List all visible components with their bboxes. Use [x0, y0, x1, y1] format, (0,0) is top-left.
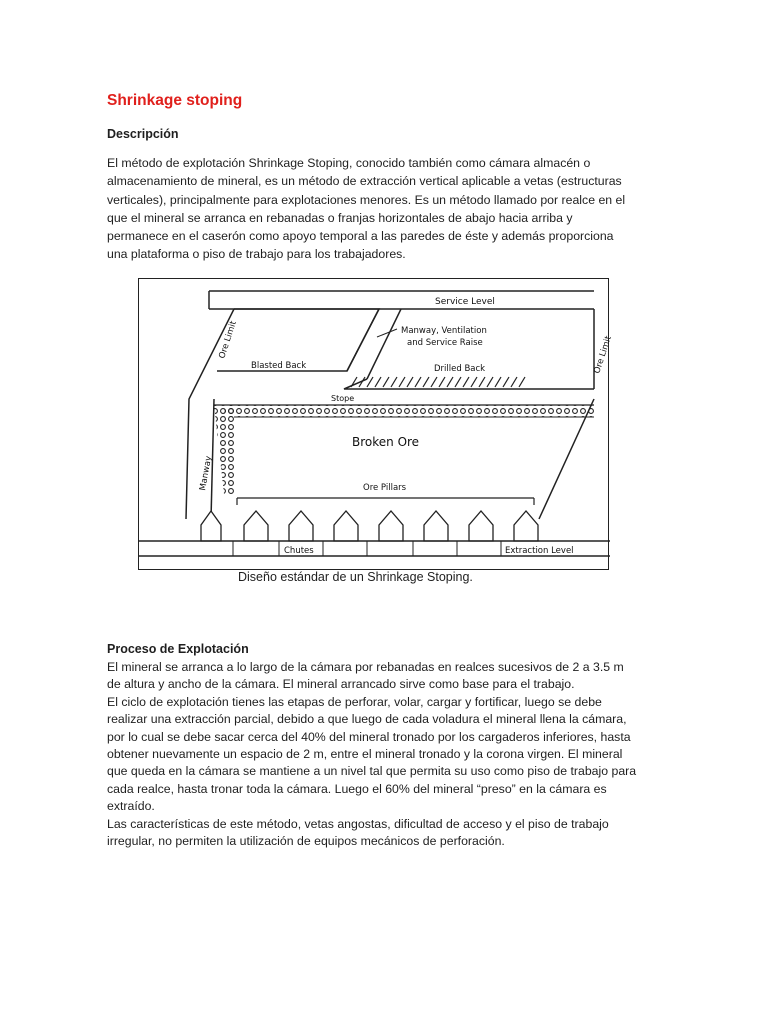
paragraph-line: El ciclo de explotación tienes las etapas de perforar, volar, cargar y fortificar, luego se debe: [107, 694, 602, 709]
drilled-back-label: Drilled Back: [434, 364, 486, 374]
service-raise-left: [347, 309, 379, 371]
chutes-label: Chutes: [284, 546, 314, 556]
paragraph-line: cada realce, hasta tronar toda la cámara. Luego el 60% del mineral “preso” en la cámara es: [107, 781, 607, 796]
paragraph-line: por lo cual se debe sacar cerca del 40% del mineral tronado por los cargaderos inferiores, hasta: [107, 729, 631, 744]
process-paragraph: [107, 659, 667, 850]
manway-label: Manway: [198, 455, 215, 492]
paragraph-line: irregular, no permiten la utilización de equipos mecánicos de perforación.: [107, 834, 505, 849]
paragraph-line: extraído.: [107, 799, 155, 814]
paragraph-line: de altura y ancho de la cámara. El mineral arrancado sirve como base para el trabajo.: [107, 677, 575, 692]
broken-ore-band: [214, 405, 594, 494]
ore-pillars: [201, 511, 538, 541]
section-heading-proceso: Proceso de Explotación: [107, 642, 249, 656]
paragraph-line: que el mineral se arranca en rebanadas o franjas horizontales de abajo hacia arriba y: [107, 210, 573, 225]
section-heading-descripcion: Descripción: [107, 127, 179, 141]
page-title: Shrinkage stoping: [107, 92, 243, 109]
ore-limit-right-label: Ore Limit: [592, 334, 614, 375]
diagram-svg: [139, 279, 614, 571]
broken-ore-label: Broken Ore: [352, 435, 420, 449]
paragraph-line: permanece en el caserón como apoyo temporal a las paredes de éste y además proporciona: [107, 229, 614, 244]
shrinkage-stoping-diagram: [138, 278, 614, 570]
paragraph-line: El mineral se arranca a lo largo de la cámara por rebanadas en realces sucesivos de 2 a 3.5 m: [107, 660, 624, 674]
stope-label: Stope: [331, 394, 355, 403]
paragraph-line: verticales), principalmente para explotaciones menores. Es un método llamado por realce en el: [107, 192, 626, 207]
service-level-label: Service Level: [435, 297, 495, 307]
manway-raise-label-1: Manway, Ventilation: [401, 326, 487, 336]
manway-raise-label-2: and Service Raise: [407, 338, 483, 348]
paragraph-line: almacenamiento de mineral, es un método de extracción vertical aplicable a vetas (estructuras: [107, 174, 622, 189]
paragraph-line: que queda en la cámara se mantiene a un nivel tal que permita su uso como piso de trabajo para: [107, 764, 637, 779]
ore-limit-left-label: Ore Limit: [217, 319, 239, 360]
ore-pillars-label: Ore Pillars: [363, 483, 407, 493]
blasted-back-label: Blasted Back: [251, 361, 307, 371]
paragraph-line: una plataforma o piso de trabajo para los trabajadores.: [107, 247, 406, 262]
paragraph-line: El método de explotación Shrinkage Stoping, conocido también como cámara almacén o: [107, 156, 591, 170]
paragraph-line: realizar una extracción parcial, debido a que luego de cada voladura el mineral llena la cámara,: [107, 712, 627, 727]
description-paragraph: [107, 154, 667, 264]
paragraph-line: obtener nuevamente un espacio de 2 m, entre el mineral tronado y la corona virgen. El mineral: [107, 747, 623, 762]
extraction-level-label: Extraction Level: [505, 546, 574, 556]
drilled-back-hatch: [351, 377, 525, 387]
ore-pillars-bracket: [237, 498, 534, 505]
figure-caption: Diseño estándar de un Shrinkage Stoping.: [238, 570, 473, 584]
raise-leader-line: [377, 329, 397, 337]
service-level-drift: [209, 291, 594, 309]
drilled-back-line: [344, 379, 594, 389]
service-raise-right: [367, 309, 401, 379]
paragraph-line: Las características de este método, vetas angostas, dificultad de acceso y el piso de trabajo: [107, 816, 609, 831]
